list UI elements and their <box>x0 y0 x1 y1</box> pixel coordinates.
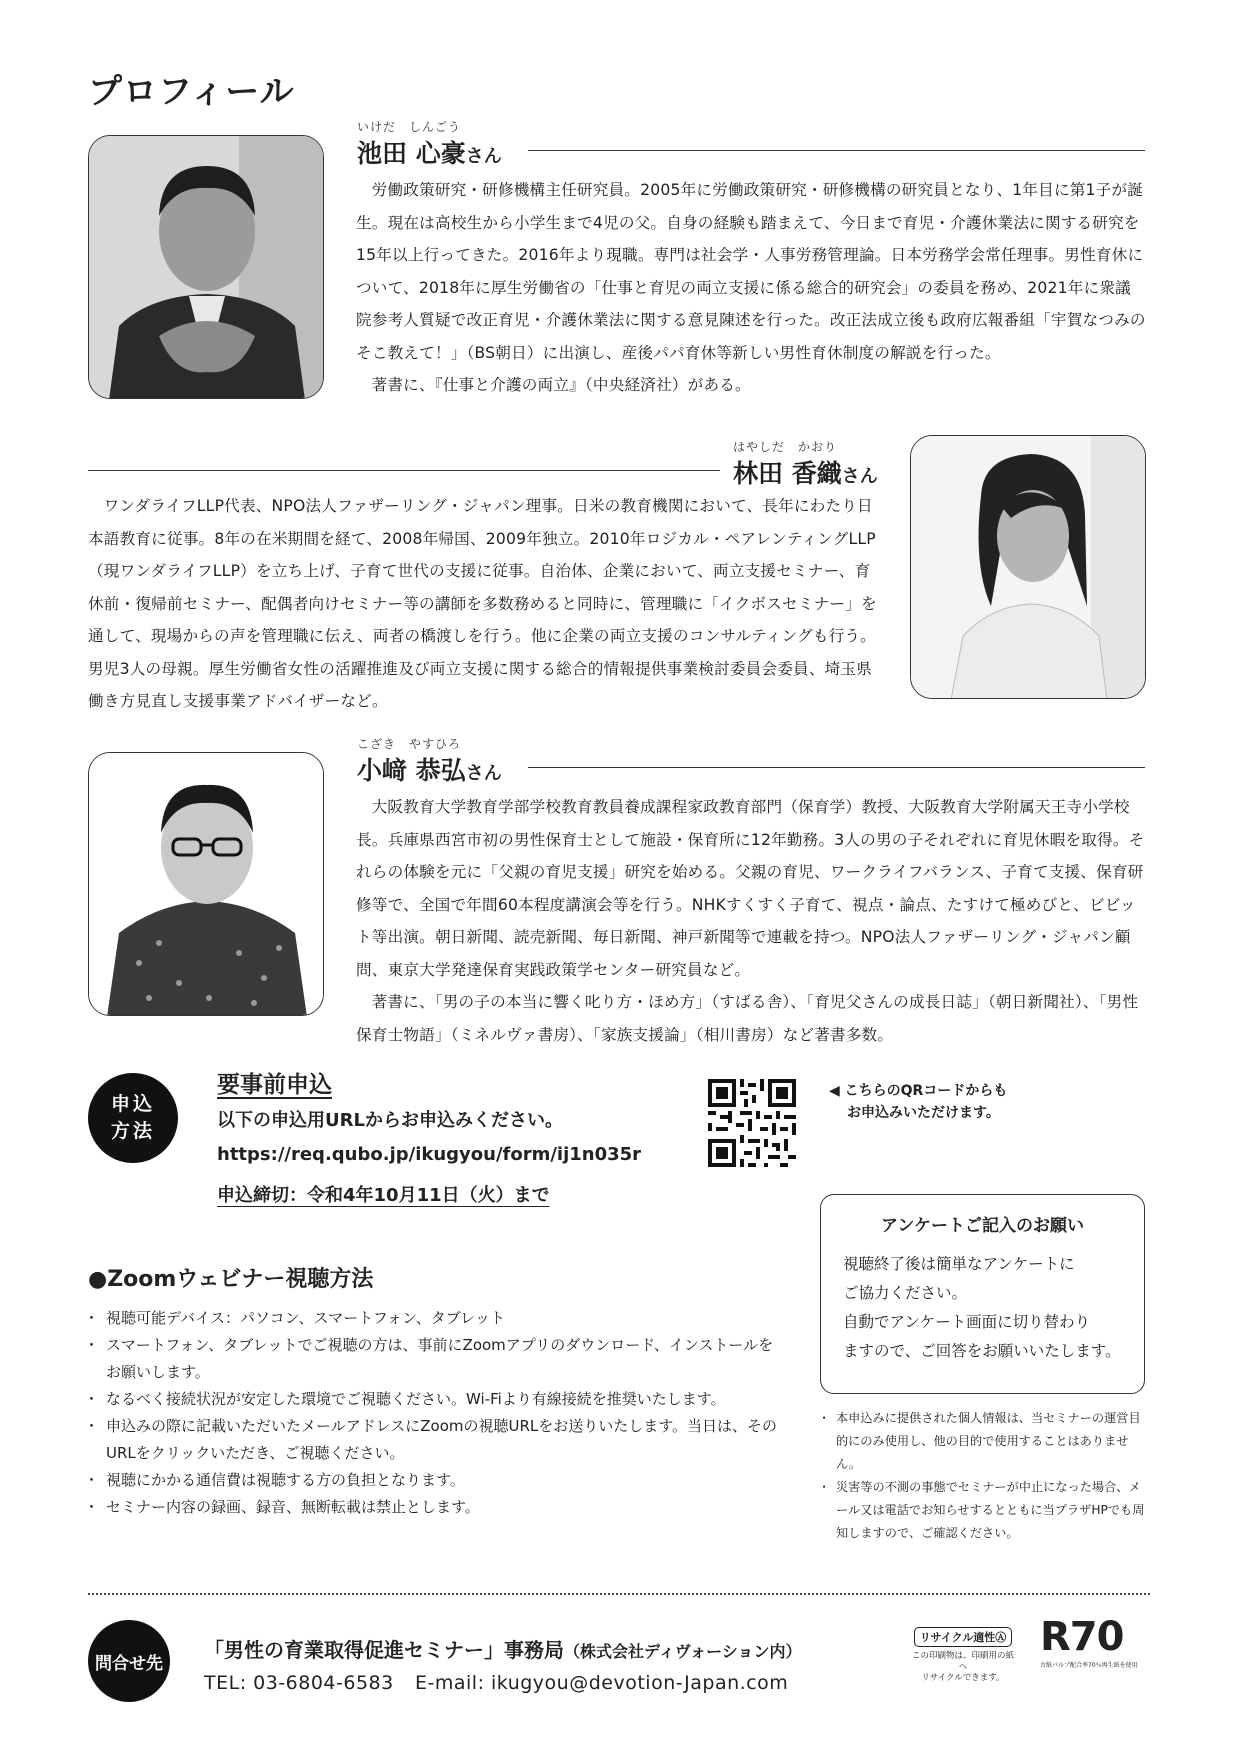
list-item: ・ 視聴にかかる通信費は視聴する方の負担となります。 <box>88 1467 788 1494</box>
survey-title: アンケートご記入のお願い <box>881 1216 1084 1236</box>
zoom-section-title: ●Zoomウェビナー視聴方法 <box>88 1267 374 1292</box>
r70-logo <box>1040 1614 1150 1669</box>
list-item: ・ 申込みの際に記載いただいたメールアドレスにZoomの視聴URLをお送りいたします。当日は、そのURLをクリックいただき、ご視聴ください。 <box>88 1413 788 1467</box>
qr-note <box>829 1080 1007 1124</box>
survey-line: ますので、ご回答をお願いいたします。 <box>843 1342 1121 1360</box>
bio-paragraph: ワンダライフLLP代表、NPO法人ファザーリング・ジャパン理事。日米の教育機関において、長年にわたり日本語教育に従事。8年の在米期間を経て、2008年帰国、2009年独立。2010年ロジカル・ペアレンティングLLP（現ワンダライフLLP）を立ち上げ、子育て世代の支援に従事。自治体、企業において、両立支援セミナー、育休前・復帰前セミナー、配偶者向けセミナー等の講師を多数務めると同時に、管理職に「イクボスセミナー」を通して、現場からの声を管理職に伝え、両者の橋渡しを行う。他に企業の両立支援のコンサルティングも行う。男児3人の母親。厚生労働省女性の活躍推進及び両立支援に関する総合的情報提供事業検討委員会委員、埼玉県働き方見直し支援事業アドバイザーなど。 <box>88 497 877 710</box>
survey-line: ご協力ください。 <box>843 1284 968 1302</box>
qr-note-line: お申込みいただけます。 <box>847 1105 1000 1121</box>
profile-photo-hayashida <box>910 435 1146 699</box>
list-item: ・ 本申込みに提供された個人情報は、当セミナーの運営目的にのみ使用し、他の目的で使用することはありません。 <box>822 1407 1152 1476</box>
honorific: さん <box>465 763 502 784</box>
recycle-logo <box>908 1626 1018 1684</box>
r70-caption: 古紙パルプ配合率70％再生紙を使用 <box>1040 1662 1138 1669</box>
application-deadline: 申込締切：令和4年10月11日（火）まで <box>217 1185 550 1206</box>
badge-line: 方法 <box>110 1120 155 1142</box>
profile-photo-kozaki <box>88 752 324 1016</box>
survey-line: 視聴終了後は簡単なアンケートに <box>843 1255 1075 1273</box>
qr-note-line: ◀ こちらのQRコードからも <box>829 1083 1008 1099</box>
honorific: さん <box>841 466 878 487</box>
name-ruby-ikeda: いけだ しんごう <box>357 120 462 134</box>
badge-line: 申込 <box>110 1093 155 1115</box>
application-url-link[interactable]: https://req.qubo.jp/ikugyou/form/ij1n035r <box>217 1144 642 1165</box>
name-ikeda <box>357 134 502 170</box>
name-ruby-hayashida: はやしだ かおり <box>733 440 838 454</box>
zoom-instructions-list <box>88 1305 788 1521</box>
name-ruby-kozaki: こざき やすひろ <box>357 737 462 751</box>
contact-badge: 問合せ先 <box>88 1620 170 1702</box>
survey-body <box>843 1250 1144 1366</box>
recycle-caption: リサイクルできます。 <box>921 1673 1005 1683</box>
profile-photo-ikeda <box>88 135 324 399</box>
footer-divider <box>88 1593 1150 1595</box>
application-title: 要事前申込 <box>217 1072 332 1098</box>
section-title: プロフィール <box>88 72 295 112</box>
contact-organization <box>204 1634 801 1663</box>
bio-paragraph: 著書に、『仕事と介護の両立』（中央経済社）がある。 <box>371 376 751 394</box>
recycle-caption: この印刷物は、印刷用の紙へ <box>911 1651 1014 1672</box>
survey-box <box>820 1194 1145 1394</box>
honorific: さん <box>465 146 502 167</box>
application-method-badge <box>88 1073 178 1163</box>
name-text: 林田 香織 <box>733 459 842 488</box>
survey-line: 自動でアンケート画面に切り替わり <box>843 1313 1091 1331</box>
name-rule <box>528 150 1145 151</box>
contact-org-sub: （株式会社ディヴォーション内） <box>564 1642 802 1661</box>
recycle-label: リサイクル適性Ⓐ <box>914 1627 1012 1647</box>
bio-paragraph: 著書に、「男の子の本当に響く叱り方・ほめ方」（すばる舎）、「育児父さんの成長日誌」（朝日新聞社）、「男性保育士物語」（ミネルヴァ書房）、「家族支援論」（相川書房）など著書多数。 <box>356 993 1139 1044</box>
bio-hayashida <box>88 490 878 718</box>
name-kozaki <box>357 751 502 787</box>
contact-tel: TEL: 03-6804-6583 <box>204 1672 394 1694</box>
list-item: ・ 災害等の不測の事態でセミナーが中止になった場合、メール又は電話でお知らせするとともに当プラザHPでも周知しますので、ご確認ください。 <box>822 1476 1152 1545</box>
list-item: ・ セミナー内容の録画、録音、無断転載は禁止とします。 <box>88 1494 788 1521</box>
bio-ikeda <box>356 174 1146 402</box>
name-hayashida <box>733 454 878 490</box>
notes-list <box>822 1407 1152 1545</box>
name-rule <box>528 767 1145 768</box>
application-instruction: 以下の申込用URLからお申込みください。 <box>217 1110 563 1131</box>
name-text: 池田 心豪 <box>357 139 466 168</box>
qr-code[interactable] <box>708 1079 796 1167</box>
list-item: ・ 視聴可能デバイス：パソコン、スマートフォン、タブレット <box>88 1305 788 1332</box>
contact-email-link[interactable]: E-mail: ikugyou@devotion-Japan.com <box>415 1672 789 1694</box>
bio-paragraph: 大阪教育大学教育学部学校教育教員養成課程家政教育部門（保育学）教授、大阪教育大学附属天王寺小学校長。兵庫県西宮市初の男性保育士として施設・保育所に12年勤務。3人の男の子それぞれに育児休暇を取得。それらの体験を元に「父親の育児支援」研究を始める。父親の育児、ワークライフバランス、子育て支援、保育研修等で、全国で年間60本程度講演会等を行う。NHKすくすく子育て、視点・論点、たすけて極めびと、ビビット等出演。朝日新聞、読売新聞、毎日新聞、神戸新聞等で連載を持つ。NPO法人ファザーリング・ジャパン顧問、東京大学発達保育実践政策学センター研究員など。 <box>356 798 1145 979</box>
r70-mark: R70 <box>1040 1614 1124 1660</box>
name-rule <box>88 470 720 471</box>
list-item: ・ スマートフォン、タブレットでご視聴の方は、事前にZoomアプリのダウンロード、インストールをお願いします。 <box>88 1332 788 1386</box>
list-item: ・ なるべく接続状況が安定した環境でご視聴ください。Wi-Fiより有線接続を推奨いたします。 <box>88 1386 788 1413</box>
bio-paragraph: 労働政策研究・研修機構主任研究員。2005年に労働政策研究・研修機構の研究員となり、1年目に第1子が誕生。現在は高校生から小学生まで4児の父。自身の経験も踏まえて、今日まで育児・介護休業法に関する研究を15年以上行ってきた。2016年より現職。専門は社会学・人事労務管理論。日本労務学会常任理事。男性育休について、2018年に厚生労働省の「仕事と育児の両立支援に係る総合的研究会」の委員を務め、2021年に衆議院参考人質疑で改正育児・介護休業法に関する意見陳述を行った。改正法成立後も政府広報番組「宇賀なつみのそこ教えて！」（BS朝日）に出演し、産後パパ育休等新しい男性育休制度の解説を行った。 <box>356 181 1146 362</box>
name-text: 小﨑 恭弘 <box>357 756 466 785</box>
contact-org-name: 「男性の育業取得促進セミナー」事務局 <box>204 1638 564 1662</box>
bio-kozaki <box>356 791 1146 1051</box>
